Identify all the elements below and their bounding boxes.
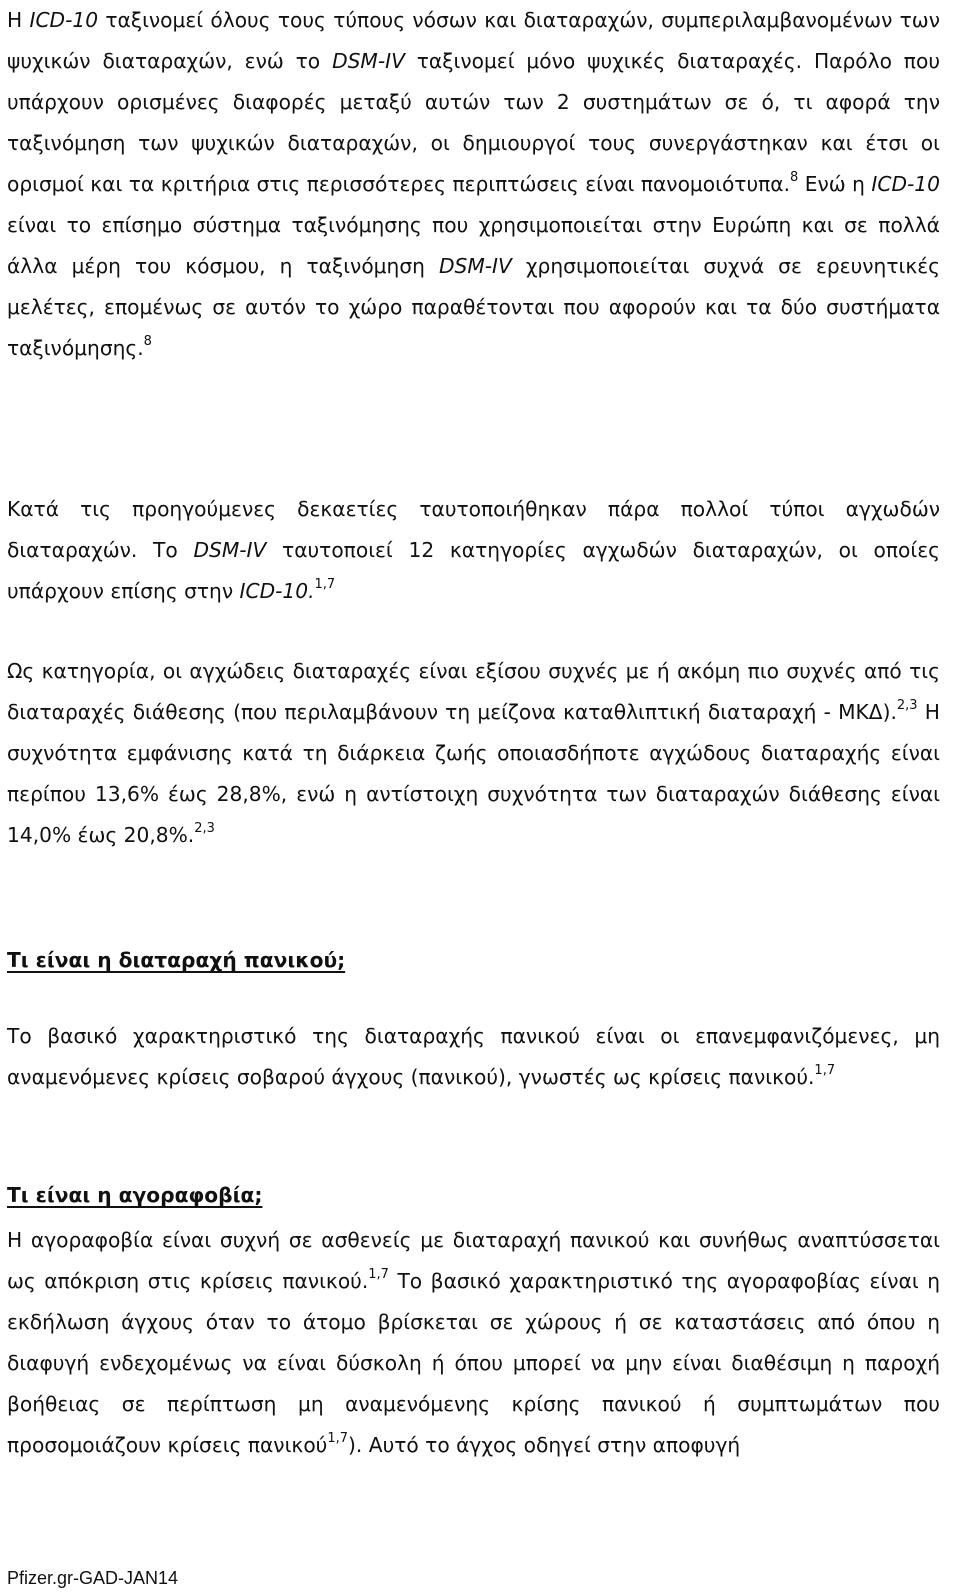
text-run: Το βασικό χαρακτηριστικό της αγοραφοβίας είναι η εκδήλωση άγχους όταν το άτομο βρίσκεται σε χώρους ή σε καταστάσεις από όπου η διαφυγή ενδεχομένως να είναι δύσκολη ή όπου μπορεί να μην είναι διαθέσιμη η παροχή βοήθειας σε περίπτωση μη αναμενόμενης κρίσης πανικού ή συμπτωμάτων που προσομοιάζουν κρίσεις πανικού xyxy=(7,1269,940,1457)
citation-superscript: 8 xyxy=(790,170,799,186)
text-run: Ενώ η xyxy=(798,172,872,196)
citation-superscript: 1,7 xyxy=(314,577,336,593)
citation-superscript: 2,3 xyxy=(194,821,215,837)
paragraph-agoraphobia xyxy=(7,1220,940,1466)
text-run: Ως κατηγορία, οι αγχώδεις διαταραχές είναι εξίσου συχνές με ή ακόμη πιο συχνές από τις διαταραχές διάθεσης (που περιλαμβάνουν τη μείζονα καταθλιπτική διαταραχή - ΜΚΔ). xyxy=(7,659,940,724)
citation-superscript: 1,7 xyxy=(368,1267,389,1283)
citation-superscript: 1,7 xyxy=(327,1431,349,1447)
section-heading-agoraphobia: Τι είναι η αγοραφοβία; xyxy=(7,1183,263,1207)
italic-run: DSM-IV xyxy=(332,49,405,73)
text-run: ταξινομεί μόνο ψυχικές διαταραχές. Παρόλο που υπάρχουν ορισμένες διαφορές μεταξύ αυτών των 2 συστημάτων σε ό, τι αφορά την ταξινόμηση των ψυχικών διαταραχών, οι δημιουργοί τους συνεργάστηκαν και έτσι οι ορισμοί και τα κριτήρια στις περισσότερες περιπτώσεις είναι πανομοιότυπα. xyxy=(7,49,940,196)
section-heading-panic-disorder: Τι είναι η διαταραχή πανικού; xyxy=(7,948,346,972)
italic-run: ICD-10 xyxy=(871,172,940,196)
italic-run: DSM-IV xyxy=(193,538,267,562)
text-run: Το βασικό χαρακτηριστικό της διαταραχής πανικού είναι οι επανεμφανιζόμενες, μη αναμενόμενες κρίσεις σοβαρού άγχους (πανικού), γνωστές ως κρίσεις πανικού. xyxy=(7,1024,940,1089)
document-footer: Pfizer.gr-GAD-JAN14 xyxy=(7,1568,179,1588)
citation-superscript: 8 xyxy=(143,334,152,350)
paragraph-prevalence xyxy=(7,651,940,856)
paragraph-classification-systems xyxy=(7,0,940,369)
paragraph-anxiety-types xyxy=(7,489,940,612)
text-run: Η αγοραφοβία είναι συχνή σε ασθενείς με διαταραχή πανικού και συνήθως αναπτύσσεται ως απόκριση στις κρίσεις πανικού. xyxy=(7,1228,940,1293)
italic-run: ICD-10 xyxy=(29,8,99,32)
paragraph-panic-disorder xyxy=(7,1016,940,1098)
text-run: Η xyxy=(7,8,30,32)
text-run: Κατά τις προηγούμενες δεκαετίες ταυτοποιήθηκαν πάρα πολλοί τύποι αγχωδών διαταραχών. Το xyxy=(7,497,940,562)
text-run: ). Αυτό το άγχος οδηγεί στην αποφυγή xyxy=(348,1433,741,1457)
italic-run: DSM-IV xyxy=(438,254,512,278)
text-run: Η συχνότητα εμφάνισης κατά τη διάρκεια ζωής οποιασδήποτε αγχώδους διαταραχής είναι περίπου 13,6% έως 28,8%, ενώ η αντίστοιχη συχνότητα των διαταραχών διάθεσης είναι 14,0% έως 20,8%. xyxy=(7,700,940,847)
text-run: ταυτοποιεί 12 κατηγορίες αγχωδών διαταραχών, οι οποίες υπάρχουν επίσης στην xyxy=(7,538,940,603)
text-run: είναι το επίσημο σύστημα ταξινόμησης που χρησιμοποιείται στην Ευρώπη και σε πολλά άλλα μέρη του κόσμου, η ταξινόμηση xyxy=(7,213,940,278)
citation-superscript: 2,3 xyxy=(896,698,918,714)
italic-run: ICD-10. xyxy=(239,579,315,603)
citation-superscript: 1,7 xyxy=(814,1063,836,1079)
text-run: ταξινομεί όλους τους τύπους νόσων και διαταραχών, συμπεριλαμβανομένων των ψυχικών διαταραχών, ενώ το xyxy=(7,8,940,73)
text-run: χρησιμοποιείται συχνά σε ερευνητικές μελέτες, επομένως σε αυτόν το χώρο παραθέτονται που αφορούν και τα δύο συστήματα ταξινόμησης. xyxy=(7,254,940,360)
